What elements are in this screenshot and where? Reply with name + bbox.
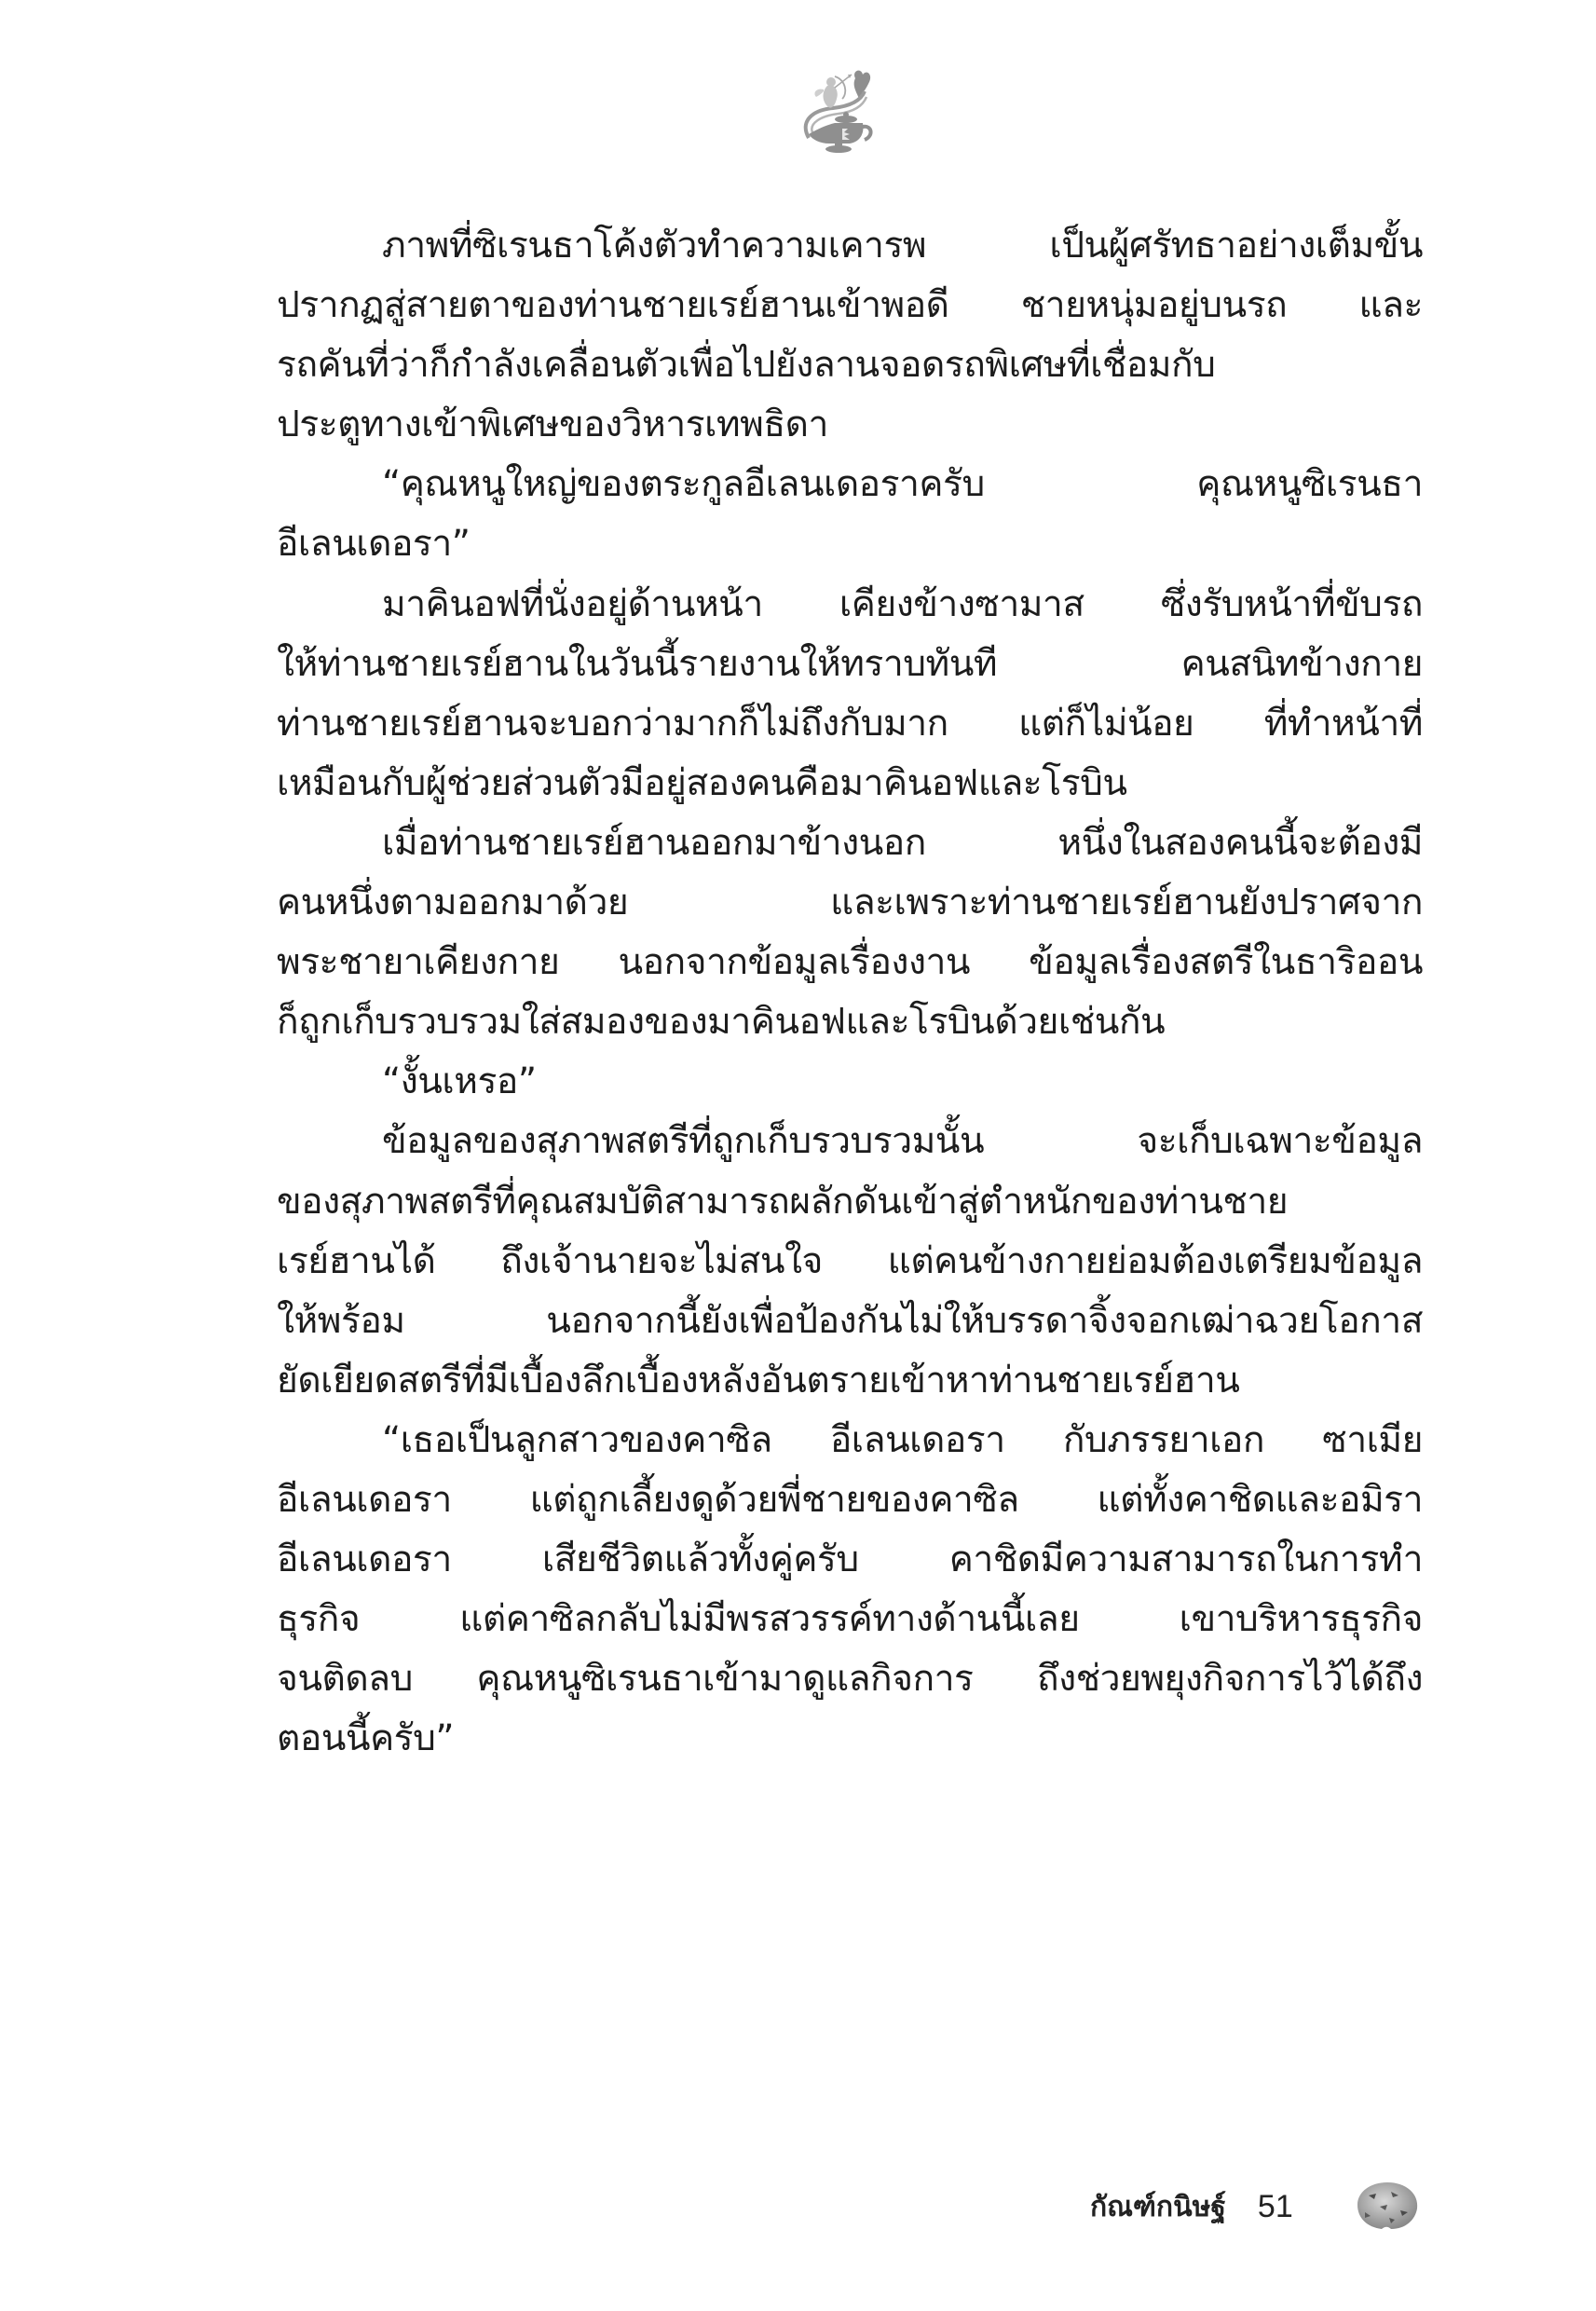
text-line: ข้อมูลของสุภาพสตรีที่ถูกเก็บรวบรวมนั้น จะเก็บเฉพาะข้อมูล bbox=[382, 1120, 1423, 1163]
text-line: “คุณหนูใหญ่ของตระกูลอีเลนเดอราครับ คุณหนูซิเรนธา bbox=[382, 463, 1423, 506]
text-line: “งั้นเหรอ” bbox=[382, 1060, 537, 1103]
chapter-body-text bbox=[277, 216, 1423, 1769]
text-line: เหมือนกับผู้ช่วยส่วนตัวมีอยู่สองคนคือมาคินอฟและโรบิน bbox=[277, 761, 1127, 804]
text-line: ตอนนี้ครับ” bbox=[277, 1717, 455, 1760]
cookie-icon bbox=[1354, 2179, 1421, 2233]
text-line: ท่านชายเรย์ฮานจะบอกว่ามากก็ไม่ถึงกับมาก แต่ก็ไม่น้อย ที่ทำหน้าที่ bbox=[277, 702, 1423, 745]
text-line: ภาพที่ซิเรนธาโค้งตัวทำความเคารพ เป็นผู้ศรัทธาอย่างเต็มขั้น bbox=[382, 225, 1423, 267]
text-line: ก็ถูกเก็บรวบรวมใส่สมองของมาคินอฟและโรบินด้วยเช่นกัน bbox=[277, 1001, 1166, 1044]
text-line: เรย์ฮานได้ ถึงเจ้านายจะไม่สนใจ แต่คนข้างกายย่อมต้องเตรียมข้อมูล bbox=[277, 1239, 1423, 1282]
text-line: อีเลนเดอรา” bbox=[277, 523, 471, 566]
text-line: ธุรกิจ แต่คาซิลกลับไม่มีพรสวรรค์ทางด้านนี้เลย เขาบริหารธุรกิจ bbox=[277, 1598, 1423, 1641]
text-line: ยัดเยียดสตรีที่มีเบื้องลึกเบื้องหลังอันตรายเข้าหาท่านชายเรย์ฮาน bbox=[277, 1359, 1240, 1402]
text-line: มาคินอฟที่นั่งอยู่ด้านหน้า เคียงข้างซามาส ซึ่งรับหน้าที่ขับรถ bbox=[382, 582, 1423, 625]
text-line: คนหนึ่งตามออกมาด้วย และเพราะท่านชายเรย์ฮานยังปราศจาก bbox=[277, 882, 1423, 924]
text-line: พระชายาเคียงกาย นอกจากข้อมูลเรื่องงาน ข้อมูลเรื่องสตรีในธาริออน bbox=[277, 941, 1423, 984]
text-line: ให้พร้อม นอกจากนี้ยังเพื่อป้องกันไม่ให้บรรดาจิ้งจอกเฒ่าฉวยโอกาส bbox=[277, 1299, 1423, 1342]
book-title: กัณฑ์กนิษฐ์ bbox=[1090, 2190, 1226, 2223]
text-line: อีเลนเดอรา เสียชีวิตแล้วทั้งคู่ครับ คาชิดมีความสามารถในการทำ bbox=[277, 1538, 1423, 1581]
text-line: ประตูทางเข้าพิเศษของวิหารเทพธิดา bbox=[277, 403, 828, 446]
text-line: ให้ท่านชายเรย์ฮานในวันนี้รายงานให้ทราบทันที คนสนิทข้างกาย bbox=[277, 642, 1423, 685]
page-footer bbox=[1090, 2179, 1293, 2235]
text-line: จนติดลบ คุณหนูซิเรนธาเข้ามาดูแลกิจการ ถึงช่วยพยุงกิจการไว้ได้ถึง bbox=[277, 1658, 1423, 1701]
text-line: ของสุภาพสตรีที่คุณสมบัติสามารถผลักดันเข้าสู่ตำหนักของท่านชาย bbox=[277, 1180, 1289, 1223]
text-line: อีเลนเดอรา แต่ถูกเลี้ยงดูด้วยพี่ชายของคาซิล แต่ทั้งคาชิดและอมิรา bbox=[277, 1478, 1423, 1521]
text-line: เมื่อท่านชายเรย์ฮานออกมาข้างนอก หนึ่งในสองคนนี้จะต้องมี bbox=[382, 821, 1423, 864]
text-line: ปรากฏสู่สายตาของท่านชายเรย์ฮานเข้าพอดี ชายหนุ่มอยู่บนรถ และ bbox=[277, 284, 1423, 327]
cupid-teapot-icon bbox=[781, 54, 883, 157]
text-line: รถคันที่ว่าก็กำลังเคลื่อนตัวเพื่อไปยังลานจอดรถพิเศษที่เชื่อมกับ bbox=[277, 344, 1216, 387]
text-line: “เธอเป็นลูกสาวของคาซิล อีเลนเดอรา กับภรรยาเอก ซาเมีย bbox=[382, 1418, 1423, 1461]
page-number: 51 bbox=[1257, 2188, 1293, 2224]
